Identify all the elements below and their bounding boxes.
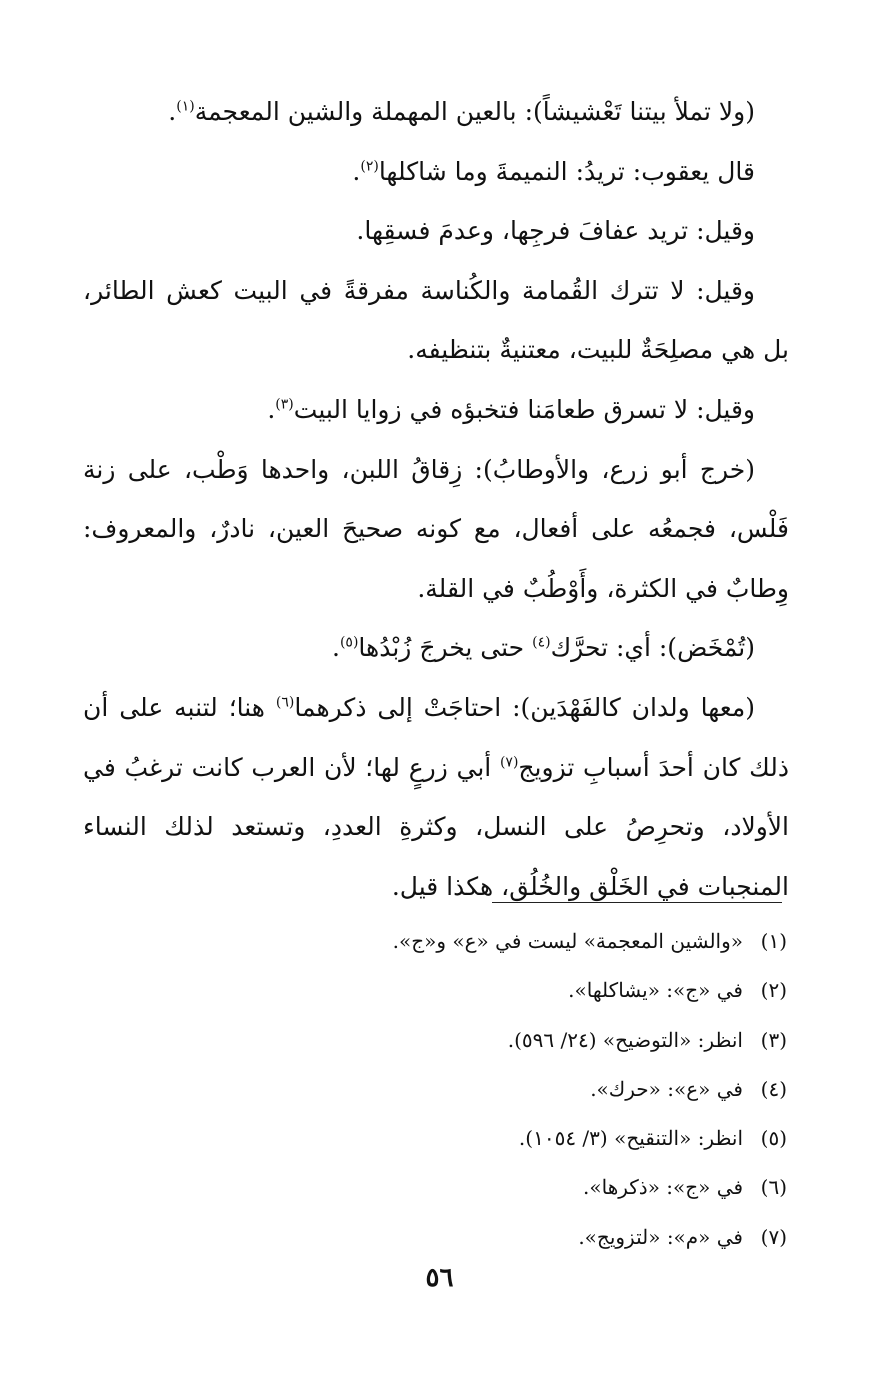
footnote-text: في «ج»: «ذكرها».: [583, 1175, 743, 1200]
footnote-item: [87, 1163, 787, 1212]
footnote-reference[interactable]: (٢): [360, 158, 379, 175]
paragraph: [83, 440, 789, 619]
paragraph-text: أبي زرعٍ لها؛ لأن العرب كانت ترغبُ في الأولاد، وتحرِصُ على النسل، وكثرةِ العددِ، وتستعد لذلك النساء المنجبات في الخَلْق والخُلُق، هكذا قيل.: [83, 752, 789, 901]
footnote-text: «والشين المعجمة» ليست في «ع» و«ج».: [392, 929, 743, 953]
footnote-text: انظر: «التوضيح» (٢٤/ ٥٩٦).: [507, 1027, 743, 1052]
footnotes-list: [87, 917, 787, 1262]
footnote-item: [87, 966, 787, 1015]
paragraph: [83, 82, 789, 142]
paragraph: [83, 142, 789, 202]
paragraph: [83, 201, 789, 261]
paragraph-text: هنا؛ لتنبه على أن ذلك كان أحدَ أسبابِ تزويج: [83, 692, 789, 782]
footnote-separator: [492, 902, 782, 903]
footnote-number: (٧): [760, 1224, 787, 1249]
footnote-reference[interactable]: (٤): [532, 635, 551, 652]
paragraph-text: (تُمْخَض): أي: تحرَّك: [550, 633, 755, 663]
footnote-number: (١): [760, 929, 787, 953]
paragraph-text: .: [267, 394, 276, 424]
paragraph-text: (معها ولدان كالفَهْدَين): احتاجَتْ إلى ذكرهما: [294, 692, 755, 722]
paragraph: [83, 678, 789, 916]
page-number: ٥٦: [425, 1263, 454, 1293]
footnote-reference[interactable]: (٦): [275, 694, 295, 711]
footnote-reference[interactable]: (٣): [275, 396, 294, 413]
paragraph-text: قال يعقوب: تريدُ: النميمةَ وما شاكلها: [378, 156, 755, 186]
paragraph-text: وقيل: تريد عفافَ فرجِها، وعدمَ فسقِها.: [356, 216, 755, 246]
paragraph-text: (خرج أبو زرع، والأوطابُ): زِقاقُ اللبن، واحدها وَطْب، على زنة فَلْس، فجمعُه على أفعال، مع كونه صحيحَ العين، نادرٌ، والمعروف: وِطابٌ في الكثرة، وأَوْطُبٌ في القلة.: [83, 454, 789, 603]
paragraph: [83, 380, 789, 440]
paragraph-text: (ولا تملأ بيتنا تَعْشيشاً): بالعين المهملة والشين المعجمة: [194, 97, 755, 126]
footnote-reference[interactable]: (٧): [499, 754, 519, 771]
footnote-item: [87, 1016, 787, 1065]
footnote-text: في «ع»: «حرك».: [590, 1076, 743, 1101]
footnote-number: (٤): [760, 1076, 787, 1101]
paragraph-text: وقيل: لا تترك القُمامة والكُناسة مفرقةً في البيت كعش الطائر، بل هي مصلِحَةٌ للبيت، معتنيةٌ بتنظيفه.: [83, 275, 789, 365]
paragraph: [83, 618, 789, 678]
paragraph-text: حتى يخرجَ زُبْدُها: [358, 633, 533, 663]
footnote-number: (٦): [760, 1175, 787, 1200]
footnote-item: [87, 1065, 787, 1114]
footnote-text: في «م»: «لتزويج».: [578, 1224, 743, 1249]
footnote-number: (٢): [760, 978, 787, 1003]
footnote-number: (٣): [760, 1027, 787, 1052]
paragraph: [83, 261, 789, 380]
paragraph-text: .: [332, 633, 340, 663]
paragraph-text: .: [168, 97, 177, 126]
footnote-item: [87, 1213, 787, 1262]
footnote-reference[interactable]: (٥): [339, 635, 359, 652]
paragraph-text: .: [352, 156, 361, 186]
footnote-item: [87, 917, 787, 966]
footnote-reference[interactable]: (١): [176, 98, 195, 115]
paragraph-text: وقيل: لا تسرق طعامَنا فتخبؤه في زوايا البيت: [293, 394, 755, 424]
footnote-number: (٥): [760, 1126, 787, 1151]
footnote-item: [87, 1114, 787, 1163]
footnote-text: في «ج»: «يشاكلها».: [568, 978, 743, 1003]
footnote-text: انظر: «التنقيح» (٣/ ١٠٥٤).: [518, 1126, 743, 1151]
main-text-body: [83, 82, 789, 916]
